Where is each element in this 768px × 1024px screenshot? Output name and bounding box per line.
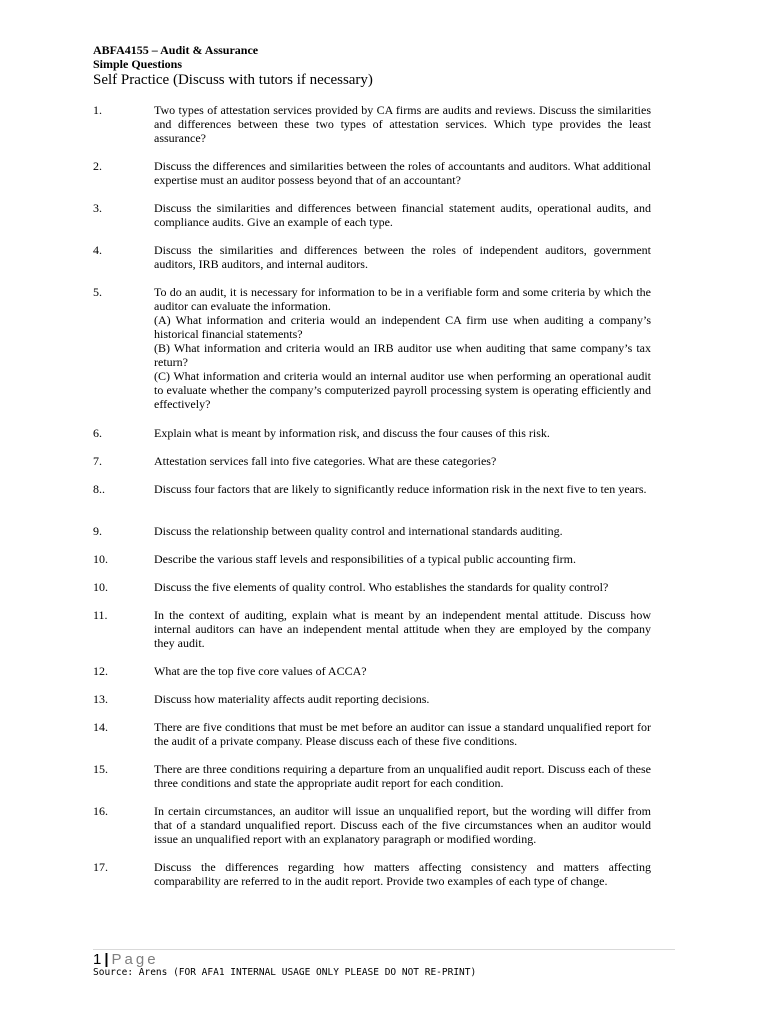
course-title: ABFA4155 – Audit & Assurance	[93, 43, 259, 57]
page-separator: |	[104, 951, 109, 968]
question-number: 10.	[93, 552, 108, 566]
footer-divider	[93, 949, 675, 950]
question-number: 15.	[93, 762, 108, 776]
question-part-c: (C) What information and criteria would an internal auditor use when performing an operational audit to evaluate whether the company’s computerized payroll processing system is operating efficiently and effectively?	[154, 369, 651, 411]
question-number: 14.	[93, 720, 108, 734]
practice-heading: Self Practice (Discuss with tutors if necessary)	[93, 72, 373, 88]
question-2	[93, 159, 651, 187]
question-number: 11.	[93, 608, 108, 622]
question-number: 16.	[93, 804, 108, 818]
question-text: Attestation services fall into five categories. What are these categories?	[154, 454, 497, 468]
question-8	[93, 482, 651, 496]
document-subtitle: Simple Questions	[93, 57, 183, 71]
question-number: 8..	[93, 482, 105, 496]
question-text: Discuss the similarities and differences between financial statement audits, operational audits, and compliance audits. Give an example of each type.	[154, 201, 651, 229]
question-9	[93, 524, 651, 538]
question-16	[93, 804, 651, 846]
question-5	[93, 285, 651, 411]
question-text: In certain circumstances, an auditor will issue an unqualified report, but the wording will differ from that of a standard unqualified report. Discuss each of the five circumstances when an auditor would issue an unqualified report with an explanatory paragraph or modified wording.	[154, 804, 651, 846]
page-number: 1	[93, 951, 102, 968]
question-text: Describe the various staff levels and responsibilities of a typical public accounting firm.	[154, 552, 576, 566]
question-text: Explain what is meant by information risk, and discuss the four causes of this risk.	[154, 426, 550, 440]
question-text: Discuss the differences and similarities between the roles of accountants and auditors. What additional expertise must an auditor possess beyond that of an accountant?	[154, 159, 651, 187]
question-1	[93, 103, 651, 145]
question-10a	[93, 552, 651, 566]
question-7	[93, 454, 651, 468]
question-12	[93, 664, 651, 678]
source-note: Source: Arens (FOR AFA1 INTERNAL USAGE ONLY PLEASE DO NOT RE-PRINT)	[93, 967, 477, 978]
question-number: 5.	[93, 285, 102, 299]
question-part-a: (A) What information and criteria would an independent CA firm use when auditing a company’s historical financial statements?	[154, 313, 651, 341]
question-number: 6.	[93, 426, 102, 440]
question-3	[93, 201, 651, 229]
question-part-b: (B) What information and criteria would an IRB auditor use when auditing that same company’s tax return?	[154, 341, 651, 369]
page-label: Page	[111, 951, 159, 968]
question-text: There are five conditions that must be met before an auditor can issue a standard unqualified report for the audit of a private company. Please discuss each of these five conditions.	[154, 720, 651, 748]
question-number: 13.	[93, 692, 108, 706]
question-text: Discuss the relationship between quality control and international standards auditing.	[154, 524, 563, 538]
question-text: Discuss the five elements of quality control. Who establishes the standards for quality control?	[154, 580, 609, 594]
question-text: In the context of auditing, explain what is meant by an independent mental attitude. Discuss how internal auditors can have an independent mental attitude when they are employed by the company they audit.	[154, 608, 651, 650]
question-text: Discuss how materiality affects audit reporting decisions.	[154, 692, 430, 706]
question-10b	[93, 580, 651, 594]
question-17	[93, 860, 651, 888]
question-text: Discuss the differences regarding how matters affecting consistency and matters affecting comparability are referred to in the audit report. Provide two examples of each type of change.	[154, 860, 651, 888]
question-number: 12.	[93, 664, 108, 678]
question-number: 7.	[93, 454, 102, 468]
question-text: What are the top five core values of ACCA?	[154, 664, 367, 678]
question-11	[93, 608, 651, 650]
question-text: To do an audit, it is necessary for information to be in a verifiable form and some criteria by which the auditor can evaluate the information.	[154, 285, 651, 313]
document-header	[93, 43, 373, 89]
question-number: 1.	[93, 103, 102, 117]
question-15	[93, 762, 651, 790]
question-6	[93, 426, 651, 440]
question-4	[93, 243, 651, 271]
question-number: 2.	[93, 159, 102, 173]
question-number: 4.	[93, 243, 102, 257]
question-number: 9.	[93, 524, 102, 538]
question-text: Discuss the similarities and differences between the roles of independent auditors, government auditors, IRB auditors, and internal auditors.	[154, 243, 651, 271]
question-number: 17.	[93, 860, 108, 874]
question-text: Discuss four factors that are likely to significantly reduce information risk in the next five to ten years.	[154, 482, 647, 496]
question-number: 10.	[93, 580, 108, 594]
question-number: 3.	[93, 201, 102, 215]
question-14	[93, 720, 651, 748]
question-13	[93, 692, 651, 706]
question-text: There are three conditions requiring a departure from an unqualified audit report. Discuss each of these three conditions and state the appropriate audit report for each condition.	[154, 762, 651, 790]
question-text: Two types of attestation services provided by CA firms are audits and reviews. Discuss the similarities and differences between these two types of attestation services. Which type provides the least assurance?	[154, 103, 651, 145]
